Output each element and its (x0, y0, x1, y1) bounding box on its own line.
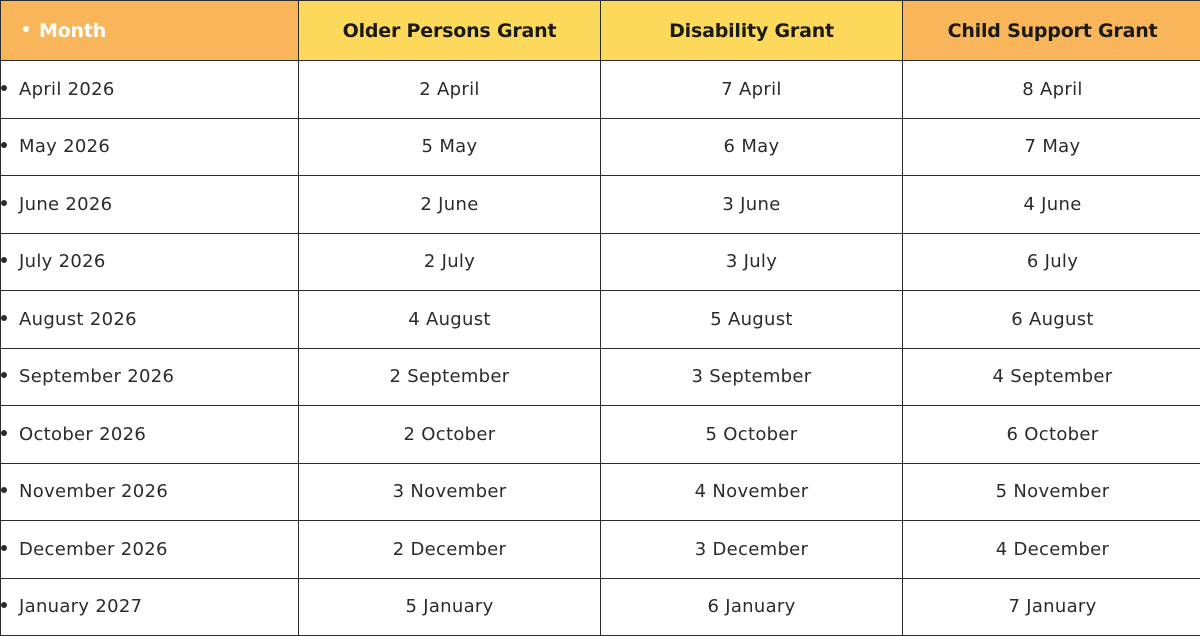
child-support-date: 4 June (903, 176, 1200, 234)
month-label: May 2026 (19, 136, 110, 157)
bullet-icon (1, 200, 7, 206)
table-row (1, 233, 1200, 291)
table-row (1, 406, 1200, 464)
header-disability-grant: Disability Grant (601, 1, 903, 61)
child-support-date: 8 April (903, 61, 1200, 119)
month-label: April 2026 (19, 79, 115, 100)
older-persons-date: 2 September (299, 348, 601, 406)
older-persons-date: 2 April (299, 61, 601, 119)
header-month (1, 1, 299, 61)
header-child-support-grant: Child Support Grant (903, 1, 1200, 61)
bullet-icon (23, 26, 29, 32)
header-older-persons-grant: Older Persons Grant (299, 1, 601, 61)
table-header (1, 1, 1200, 61)
child-support-date: 6 August (903, 291, 1200, 349)
month-cell (1, 578, 299, 636)
table-row (1, 521, 1200, 579)
disability-date: 5 August (601, 291, 903, 349)
month-label: January 2027 (19, 596, 142, 617)
table-row (1, 291, 1200, 349)
month-cell (1, 406, 299, 464)
month-cell (1, 176, 299, 234)
child-support-date: 4 December (903, 521, 1200, 579)
month-cell (1, 463, 299, 521)
disability-date: 3 September (601, 348, 903, 406)
child-support-date: 6 July (903, 233, 1200, 291)
month-cell (1, 61, 299, 119)
disability-date: 4 November (601, 463, 903, 521)
disability-date: 7 April (601, 61, 903, 119)
disability-date: 3 December (601, 521, 903, 579)
bullet-icon (1, 315, 7, 321)
bullet-icon (1, 487, 7, 493)
month-label: October 2026 (19, 424, 146, 445)
child-support-date: 4 September (903, 348, 1200, 406)
older-persons-date: 4 August (299, 291, 601, 349)
table-body (1, 61, 1200, 636)
older-persons-date: 5 January (299, 578, 601, 636)
header-row (1, 1, 1200, 61)
month-cell (1, 291, 299, 349)
table-row (1, 176, 1200, 234)
bullet-icon (1, 257, 7, 263)
month-label: July 2026 (19, 251, 106, 272)
disability-date: 6 January (601, 578, 903, 636)
bullet-icon (1, 85, 7, 91)
older-persons-date: 2 June (299, 176, 601, 234)
bullet-icon (1, 602, 7, 608)
month-label: September 2026 (19, 366, 174, 387)
month-label: November 2026 (19, 481, 168, 502)
table-row (1, 348, 1200, 406)
disability-date: 6 May (601, 118, 903, 176)
month-label: August 2026 (19, 309, 137, 330)
month-cell (1, 118, 299, 176)
month-cell (1, 233, 299, 291)
older-persons-date: 5 May (299, 118, 601, 176)
child-support-date: 5 November (903, 463, 1200, 521)
older-persons-date: 3 November (299, 463, 601, 521)
month-label: December 2026 (19, 539, 168, 560)
table-row (1, 61, 1200, 119)
disability-date: 5 October (601, 406, 903, 464)
bullet-icon (1, 372, 7, 378)
month-cell (1, 348, 299, 406)
older-persons-date: 2 December (299, 521, 601, 579)
table-row (1, 578, 1200, 636)
child-support-date: 7 May (903, 118, 1200, 176)
older-persons-date: 2 July (299, 233, 601, 291)
bullet-icon (1, 142, 7, 148)
table-row (1, 463, 1200, 521)
month-label: June 2026 (19, 194, 112, 215)
header-month-label: Month (39, 20, 106, 42)
bullet-icon (1, 430, 7, 436)
table-row (1, 118, 1200, 176)
older-persons-date: 2 October (299, 406, 601, 464)
child-support-date: 6 October (903, 406, 1200, 464)
bullet-icon (1, 545, 7, 551)
disability-date: 3 June (601, 176, 903, 234)
disability-date: 3 July (601, 233, 903, 291)
month-cell (1, 521, 299, 579)
child-support-date: 7 January (903, 578, 1200, 636)
